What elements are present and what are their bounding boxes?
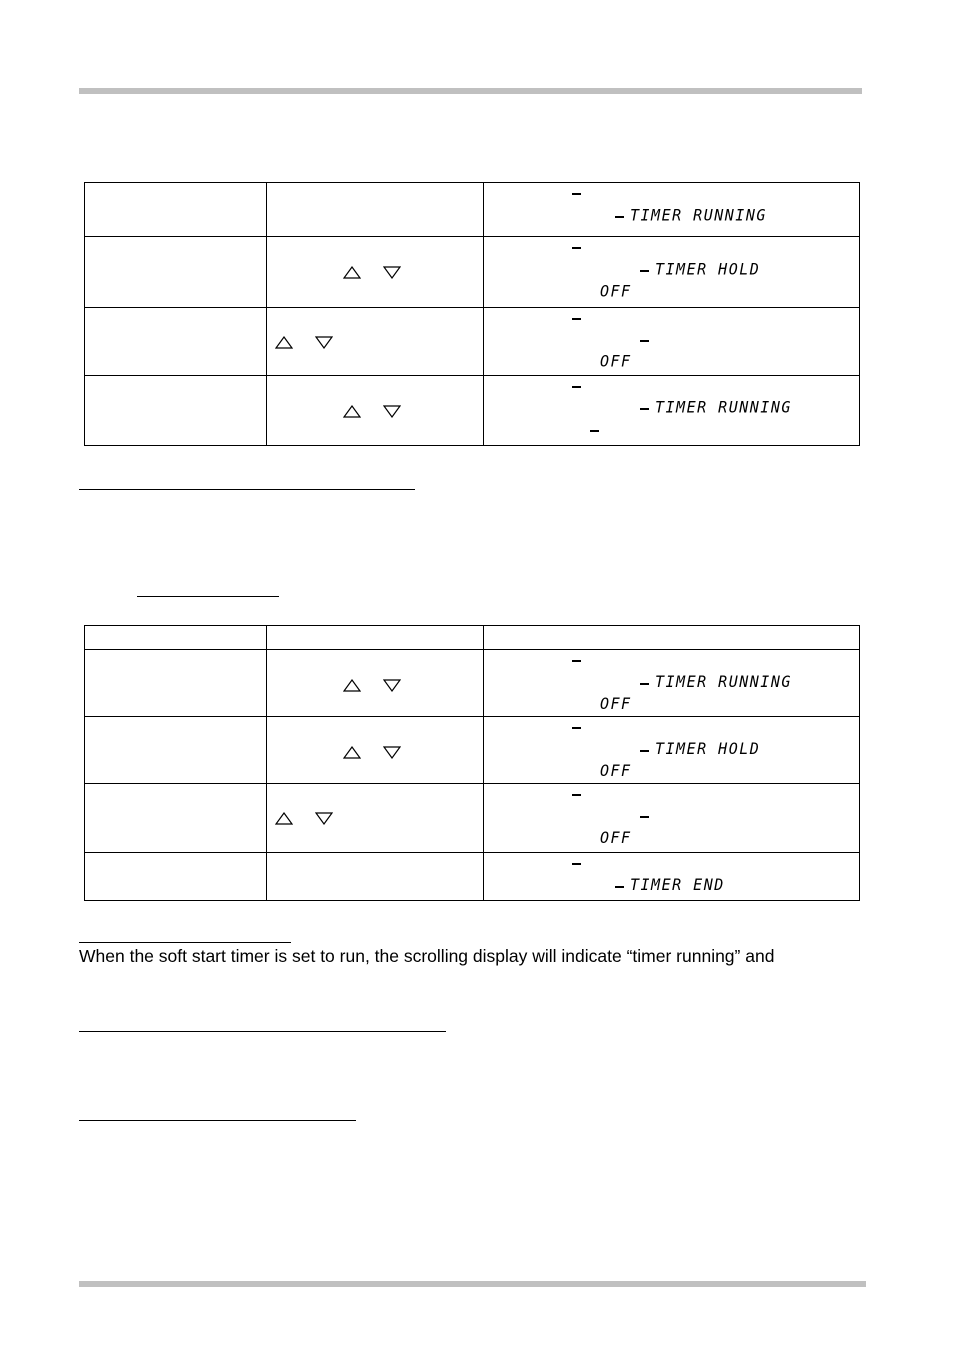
lcd-segment-icon	[615, 886, 624, 888]
lcd-text: TIMER RUNNING	[655, 672, 792, 692]
lcd-segment-icon	[572, 247, 581, 249]
lcd-segment-icon	[572, 386, 581, 388]
table-cell	[85, 650, 267, 717]
table-row	[85, 376, 860, 446]
lcd-segment-icon	[572, 727, 581, 729]
table-cell	[85, 237, 267, 308]
lcd-segment-icon	[615, 216, 624, 218]
lcd-segment-icon	[590, 430, 599, 432]
table-cell	[85, 183, 267, 237]
lcd-text: OFF	[600, 351, 632, 371]
lcd-text: TIMER RUNNING	[655, 397, 792, 417]
arrow-keys-cell	[267, 376, 484, 446]
lcd-text: OFF	[600, 761, 632, 781]
lcd-segment-icon	[640, 408, 649, 410]
table-header-row	[85, 626, 860, 650]
lcd-display-cell	[484, 853, 860, 901]
lcd-text: OFF	[600, 694, 632, 714]
lcd-text: OFF	[600, 281, 632, 301]
table-cell	[267, 626, 484, 650]
arrow-keys-cell	[267, 237, 484, 308]
table-cell	[85, 717, 267, 784]
table-row	[85, 650, 860, 717]
table-cell	[267, 853, 484, 901]
table-cell	[85, 853, 267, 901]
lcd-display-cell	[484, 650, 860, 717]
table-cell	[85, 376, 267, 446]
lcd-segment-icon	[640, 683, 649, 685]
arrow-keys-cell	[267, 650, 484, 717]
table-cell	[85, 784, 267, 853]
table-row	[85, 717, 860, 784]
lcd-segment-icon	[572, 318, 581, 320]
lcd-segment-icon	[572, 193, 581, 195]
table-row	[85, 853, 860, 901]
lcd-segment-icon	[572, 863, 581, 865]
lcd-display-cell	[484, 308, 860, 376]
lcd-segment-icon	[640, 270, 649, 272]
lcd-segment-icon	[572, 794, 581, 796]
lcd-segment-icon	[640, 340, 649, 342]
lcd-text: TIMER END	[630, 875, 725, 895]
arrow-keys-cell	[267, 308, 484, 376]
lcd-display-cell	[484, 237, 860, 308]
body-paragraph: When the soft start timer is set to run, the scrolling display will indicate “timer running” and	[79, 946, 775, 966]
header-rule	[79, 88, 862, 94]
lcd-display-cell	[484, 183, 860, 237]
lcd-segment-icon	[640, 816, 649, 818]
table-cell	[484, 626, 860, 650]
heading-underline	[79, 489, 415, 490]
table-cell	[85, 308, 267, 376]
lcd-text: TIMER HOLD	[655, 739, 761, 759]
table-row	[85, 308, 860, 376]
lcd-text: TIMER RUNNING	[630, 205, 767, 225]
lcd-segment-icon	[640, 750, 649, 752]
lcd-text: TIMER HOLD	[655, 259, 761, 279]
table-row	[85, 183, 860, 237]
heading-underline	[137, 596, 279, 597]
table-row	[85, 784, 860, 853]
heading-underline	[79, 1120, 356, 1121]
lcd-segment-icon	[572, 660, 581, 662]
footer-rule	[79, 1281, 866, 1287]
table-row	[85, 237, 860, 308]
timer-table-1	[84, 182, 860, 446]
arrow-keys-cell	[267, 784, 484, 853]
lcd-text: OFF	[600, 828, 632, 848]
timer-table-2	[84, 625, 860, 901]
heading-underline	[79, 942, 291, 943]
heading-underline	[79, 1031, 446, 1032]
lcd-display-cell	[484, 717, 860, 784]
arrow-keys-cell	[267, 717, 484, 784]
table-cell	[267, 183, 484, 237]
lcd-display-cell	[484, 784, 860, 853]
table-cell	[85, 626, 267, 650]
lcd-display-cell	[484, 376, 860, 446]
